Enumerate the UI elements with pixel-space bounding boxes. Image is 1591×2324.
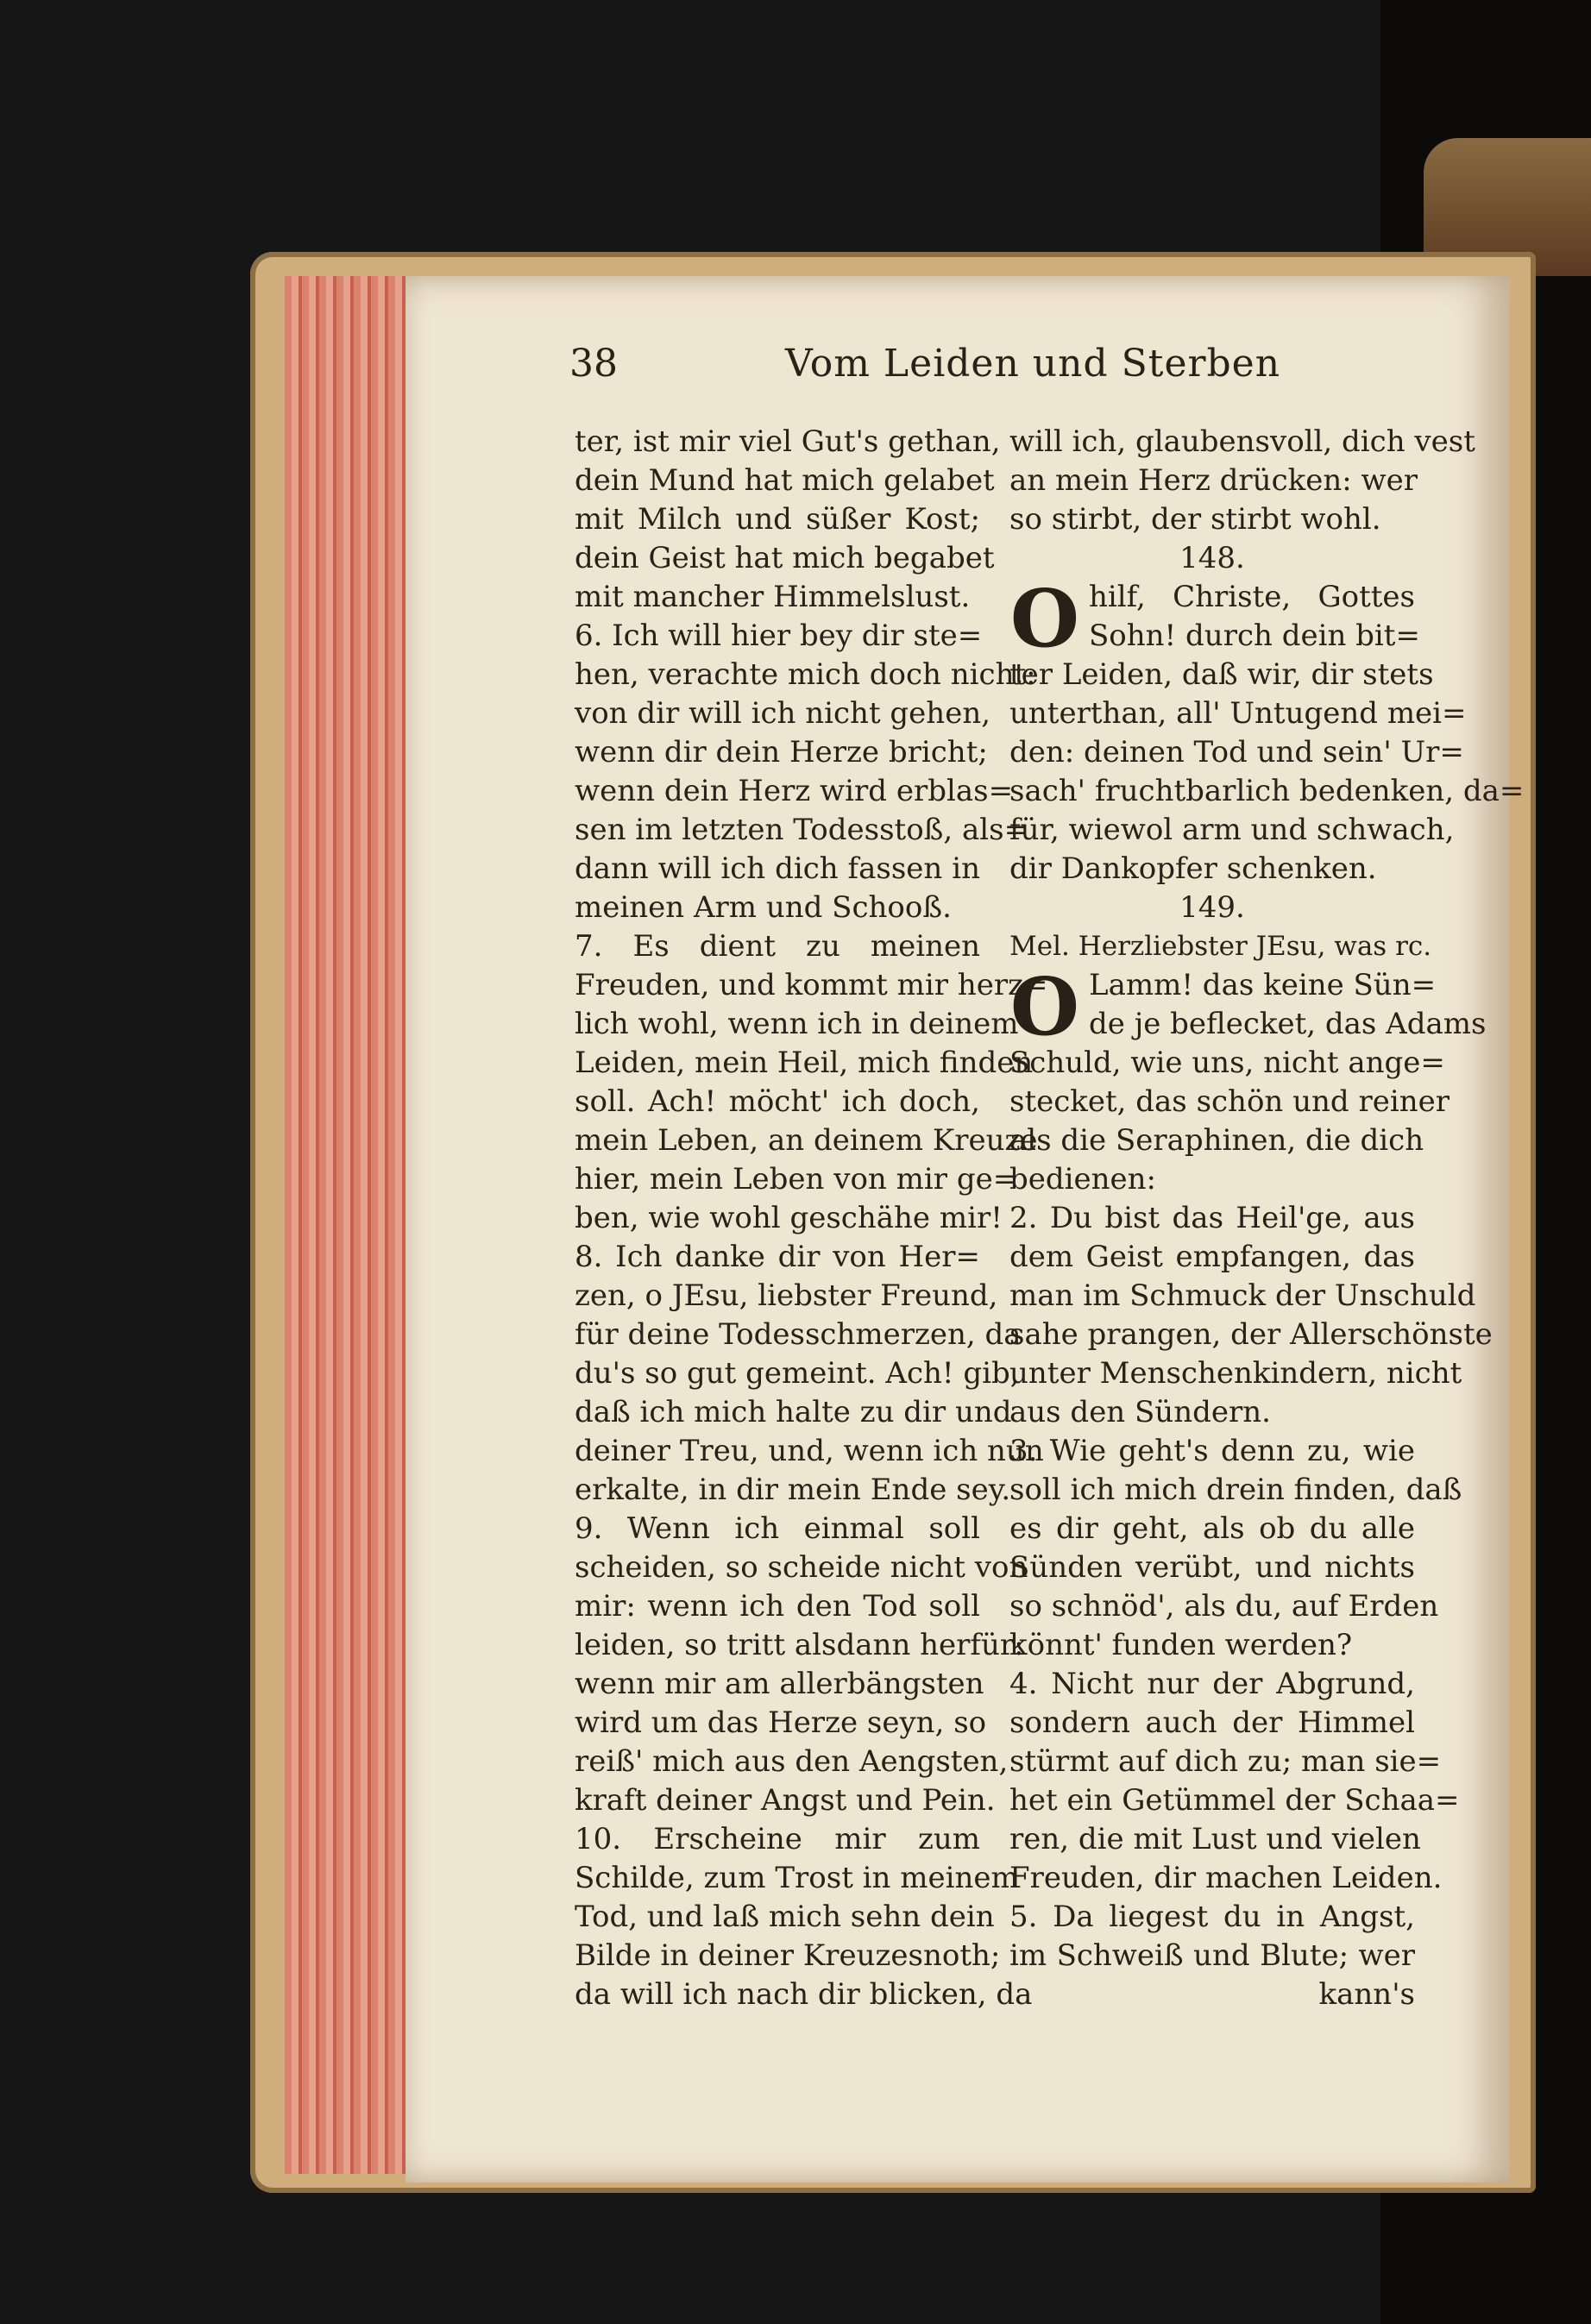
hymn-149-line: stürmt auf dich zu; man sie= [1009, 1744, 1442, 1779]
hymn-148-line: den: deinen Tod und sein' Ur= [1009, 735, 1464, 769]
hymn-149-line: 3. Wie geht's denn zu, wie [1009, 1434, 1415, 1468]
left-text-line: zen, o JEsu, liebster Freund, [575, 1278, 998, 1313]
hymn-149-line: ren, die mit Lust und vielen [1009, 1822, 1421, 1856]
hymn-149-line: 2. Du bist das Heil'ge, aus [1009, 1201, 1415, 1235]
left-column [575, 423, 1048, 2014]
running-title: Vom Leiden und Sterben [785, 342, 1281, 386]
left-text-line: wenn dein Herz wird erblas= [575, 774, 1014, 808]
right-text-line: an mein Herz drücken: wer [1009, 463, 1418, 498]
hymn-148-line: für, wiewol arm und schwach, [1009, 813, 1455, 847]
melody-line: Mel. Herzliebster JEsu, was rc. [1009, 931, 1432, 962]
hymn-149-line: Freuden, dir machen Leiden. [1009, 1861, 1443, 1895]
left-text-line: dann will ich dich fassen in [575, 851, 980, 886]
left-text-line: soll. Ach! möcht' ich doch, [575, 1084, 980, 1119]
hymn-149-line: unter Menschenkindern, nicht [1009, 1356, 1462, 1391]
left-text-line: da will ich nach dir blicken, da [575, 1977, 1033, 2012]
hymn-148-line: ter Leiden, daß wir, dir stets [1009, 657, 1434, 692]
hymn-149-text [1009, 960, 1493, 1975]
left-text-line: 6. Ich will hier bey dir ste= [575, 619, 983, 653]
left-text-line: Freuden, und kommt mir herz= [575, 968, 1048, 1002]
left-text-line: Bilde in deiner Kreuzesnoth; [575, 1938, 1001, 1973]
left-text-line: leiden, so tritt alsdann herfür: [575, 1628, 1024, 1662]
left-text-line: Schilde, zum Trost in meinem [575, 1861, 1019, 1895]
hymn-number-148: 148. [1179, 541, 1245, 575]
hymn-148-line: Sohn! durch dein bit= [1089, 619, 1420, 653]
continued-stanza [1009, 423, 1475, 539]
left-text-line: deiner Treu, und, wenn ich nun [575, 1434, 1044, 1468]
hymn-149-line: aus den Sündern. [1009, 1395, 1271, 1429]
left-text-line: hen, verachte mich doch nicht: [575, 657, 1036, 692]
left-text-line: wenn mir am allerbängsten [575, 1667, 984, 1701]
left-text-line: lich wohl, wenn ich in deinem [575, 1007, 1019, 1041]
hymn-149-line: sahe prangen, der Allerschönste [1009, 1317, 1493, 1352]
left-text-line: mit mancher Himmelslust. [575, 580, 971, 614]
hymn-149-line: sondern auch der Himmel [1009, 1705, 1415, 1740]
left-text-line: dein Mund hat mich gelabet [575, 463, 995, 498]
hymn-149-line: soll ich mich drein finden, daß [1009, 1473, 1462, 1507]
hymn-148-text [1009, 572, 1525, 889]
right-text-line: so stirbt, der stirbt wohl. [1009, 502, 1381, 537]
left-text-line: mit Milch und süßer Kost; [575, 502, 980, 537]
dropcap-148: O [1009, 572, 1080, 665]
page-number: 38 [569, 342, 618, 386]
right-text-line: will ich, glaubensvoll, dich vest [1009, 424, 1475, 459]
hymn-149-line: als die Seraphinen, die dich [1009, 1123, 1424, 1158]
left-text-line: von dir will ich nicht gehen, [575, 696, 991, 731]
hymn-149-line: so schnöd', als du, auf Erden [1009, 1589, 1439, 1624]
hymn-149-line: stecket, das schön und reiner [1009, 1084, 1450, 1119]
hymn-149-line: dem Geist empfangen, das [1009, 1240, 1415, 1274]
hymn-148-line: sach' fruchtbarlich bedenken, da= [1009, 774, 1525, 808]
left-text-line: 10. Erscheine mir zum [575, 1822, 980, 1856]
hymn-149-line: het ein Getümmel der Schaa= [1009, 1783, 1460, 1818]
hymn-149-line: bedienen: [1009, 1162, 1157, 1197]
red-page-edges [285, 276, 411, 2174]
left-text-line: wenn dir dein Herze bricht; [575, 735, 988, 769]
left-text-line: dein Geist hat mich begabet [575, 541, 995, 575]
hymn-149-line: im Schweiß und Blute; wer [1009, 1938, 1415, 1973]
hymn-149-line: könnt' funden werden? [1009, 1628, 1353, 1662]
left-text-line: du's so gut gemeint. Ach! gib, [575, 1356, 1020, 1391]
left-text-line: sen im letzten Todesstoß, als= [575, 813, 1029, 847]
left-text-line: 7. Es dient zu meinen [575, 929, 980, 964]
left-text-line: daß ich mich halte zu dir und [575, 1395, 1012, 1429]
hymn-149-line: Schuld, wie uns, nicht ange= [1009, 1046, 1445, 1080]
hymn-149-line: Sünden verübt, und nichts [1009, 1550, 1415, 1585]
left-text-line: ter, ist mir viel Gut's gethan, [575, 424, 1001, 459]
hymn-148-line: hilf, Christe, Gottes [1089, 580, 1415, 614]
page-header [569, 338, 1519, 390]
catchword: kann's [1318, 1977, 1415, 2012]
left-text-line: 8. Ich danke dir von Her= [575, 1240, 980, 1274]
left-text-line: Tod, und laß mich sehn dein [575, 1900, 995, 1934]
left-text-line: 9. Wenn ich einmal soll [575, 1511, 980, 1546]
left-text-line: reiß' mich aus den Aengsten, [575, 1744, 1009, 1779]
dropcap-149: O [1009, 960, 1080, 1053]
hymn-149-line: 4. Nicht nur der Abgrund, [1009, 1667, 1415, 1701]
hymn-149-line: Lamm! das keine Sün= [1089, 968, 1437, 1002]
left-text-line: kraft deiner Angst und Pein. [575, 1783, 996, 1818]
left-text-line: erkalte, in dir mein Ende sey. [575, 1473, 1011, 1507]
hymn-149-line: de je beflecket, das Adams [1089, 1007, 1487, 1041]
left-text-line: mir: wenn ich den Tod soll [575, 1589, 980, 1624]
left-text-line: scheiden, so scheide nicht von [575, 1550, 1028, 1585]
right-column [1009, 423, 1525, 2014]
hymn-149-line: 5. Da liegest du in Angst, [1009, 1900, 1415, 1934]
left-text-line: mein Leben, an deinem Kreuze [575, 1123, 1038, 1158]
book-page [406, 276, 1525, 2183]
hymn-148-line: unterthan, all' Untugend mei= [1009, 696, 1467, 731]
left-text-line: meinen Arm und Schooß. [575, 890, 952, 925]
left-text-line: Leiden, mein Heil, mich finden [575, 1046, 1034, 1080]
left-text-line: hier, mein Leben von mir ge= [575, 1162, 1018, 1197]
hymn-149-line: man im Schmuck der Unschuld [1009, 1278, 1476, 1313]
left-text-line: für deine Todesschmerzen, da [575, 1317, 1022, 1352]
hymn-148-line: dir Dankopfer schenken. [1009, 851, 1377, 886]
hymn-number-149: 149. [1179, 890, 1245, 925]
left-text-line: ben, wie wohl geschähe mir! [575, 1201, 1003, 1235]
hymn-149-line: es dir geht, als ob du alle [1009, 1511, 1415, 1546]
left-text-line: wird um das Herze seyn, so [575, 1705, 987, 1740]
